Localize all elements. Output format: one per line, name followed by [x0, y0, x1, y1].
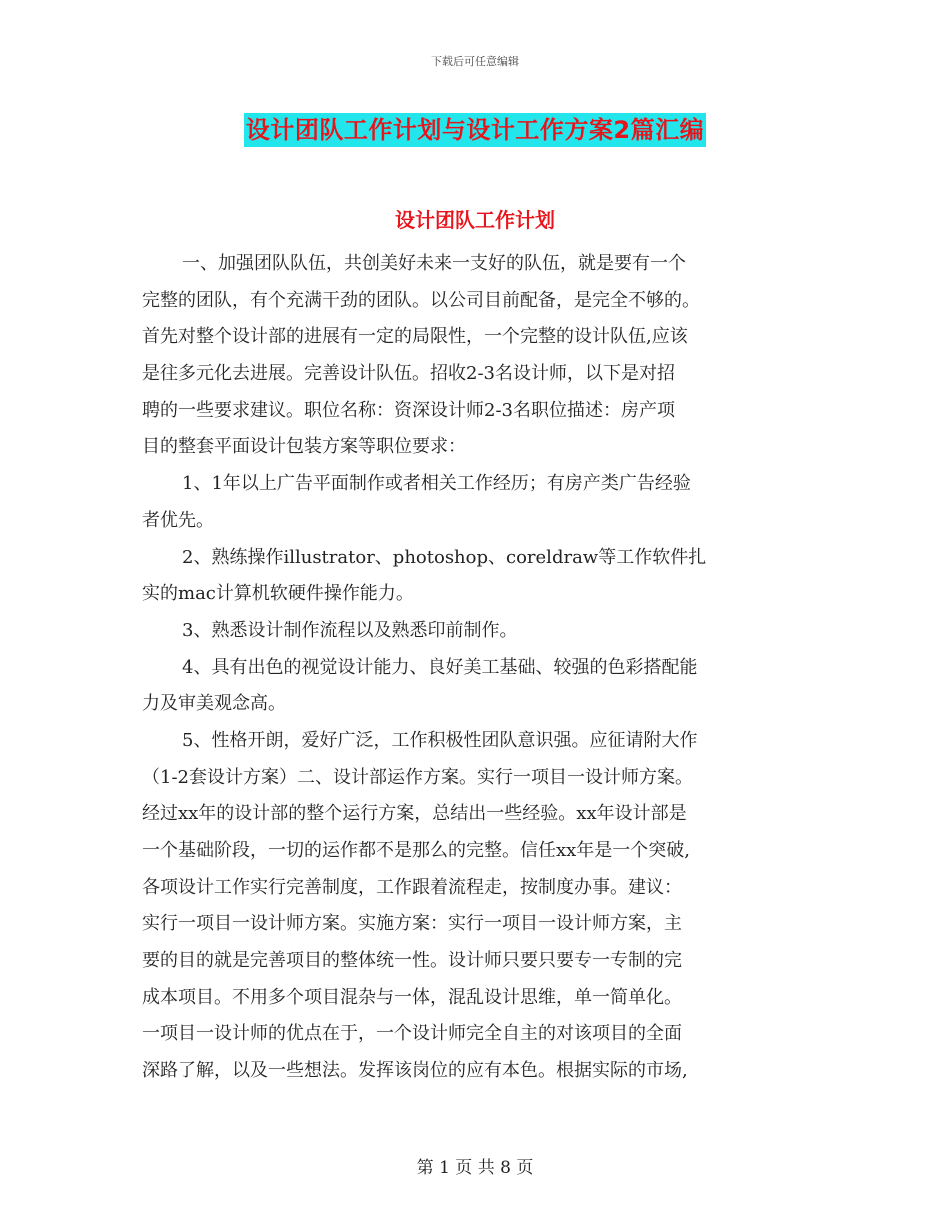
body-line: 一个基础阶段，一切的运作都不是那么的完整。信任xx年是一个突破, — [142, 840, 691, 861]
section-title: 设计团队工作计划 — [395, 208, 555, 232]
body-line: 经过xx年的设计部的整个运行方案，总结出一些经验。xx年设计部是 — [142, 803, 687, 825]
body-line: 者优先。 — [142, 509, 214, 531]
body-line: 2、熟练操作illustrator、photoshop、coreldraw等工作软件扎 — [182, 546, 707, 568]
body-line: 实的mac计算机软硬件操作能力。 — [142, 583, 414, 605]
body-line: 一、加强团队队伍，共创美好未来一支好的队伍，就是要有一个 — [182, 253, 686, 274]
body-line: 5、性格开朗，爱好广泛，工作积极性团队意识强。应征请附大作 — [182, 729, 698, 751]
body-line: 首先对整个设计部的进展有一定的局限性，一个完整的设计队伍,应该 — [142, 326, 688, 348]
document-title — [0, 113, 950, 153]
page-header: 下载后可任意编辑 — [431, 55, 519, 68]
body-line: 力及审美观念高。 — [142, 693, 286, 715]
body-line: 4、具有出色的视觉设计能力、良好美工基础、较强的色彩搭配能 — [182, 656, 698, 678]
body-line: （1-2套设计方案）二、设计部运作方案。实行一项目一设计师方案。 — [142, 766, 693, 788]
body-line: 是往多元化去进展。完善设计队伍。招收2-3名设计师，以下是对招 — [142, 363, 675, 385]
body-line: 3、熟悉设计制作流程以及熟悉印前制作。 — [182, 619, 518, 641]
document-title-text: 设计团队工作计划与设计工作方案2篇汇编 — [244, 113, 706, 147]
body-line: 各项设计工作实行完善制度，工作跟着流程走，按制度办事。建议： — [142, 876, 682, 898]
body-line: 聘的一些要求建议。职位名称：资深设计师2-3名职位描述：房产项 — [142, 399, 675, 421]
body-line: 要的目的就是完善项目的整体统一性。设计师只要只要专一专制的完 — [142, 950, 682, 972]
body-line: 一项目一设计师的优点在于，一个设计师完全自主的对该项目的全面 — [142, 1023, 682, 1045]
body-line: 实行一项目一设计师方案。实施方案：实行一项目一设计师方案，主 — [142, 913, 682, 935]
document-body — [142, 246, 810, 1090]
body-line: 成本项目。不用多个项目混杂与一体，混乱设计思维，单一简单化。 — [142, 986, 682, 1008]
body-line: 目的整套平面设计包装方案等职位要求： — [142, 436, 466, 458]
page-footer: 第 1 页 共 8 页 — [416, 1158, 534, 1178]
body-line: 完整的团队，有个充满干劲的团队。以公司目前配备，是完全不够的。 — [142, 289, 700, 311]
body-line: 1、1年以上广告平面制作或者相关工作经历；有房产类广告经验 — [182, 473, 691, 495]
body-line: 深路了解，以及一些想法。发挥该岗位的应有本色。根据实际的市场, — [142, 1060, 688, 1082]
